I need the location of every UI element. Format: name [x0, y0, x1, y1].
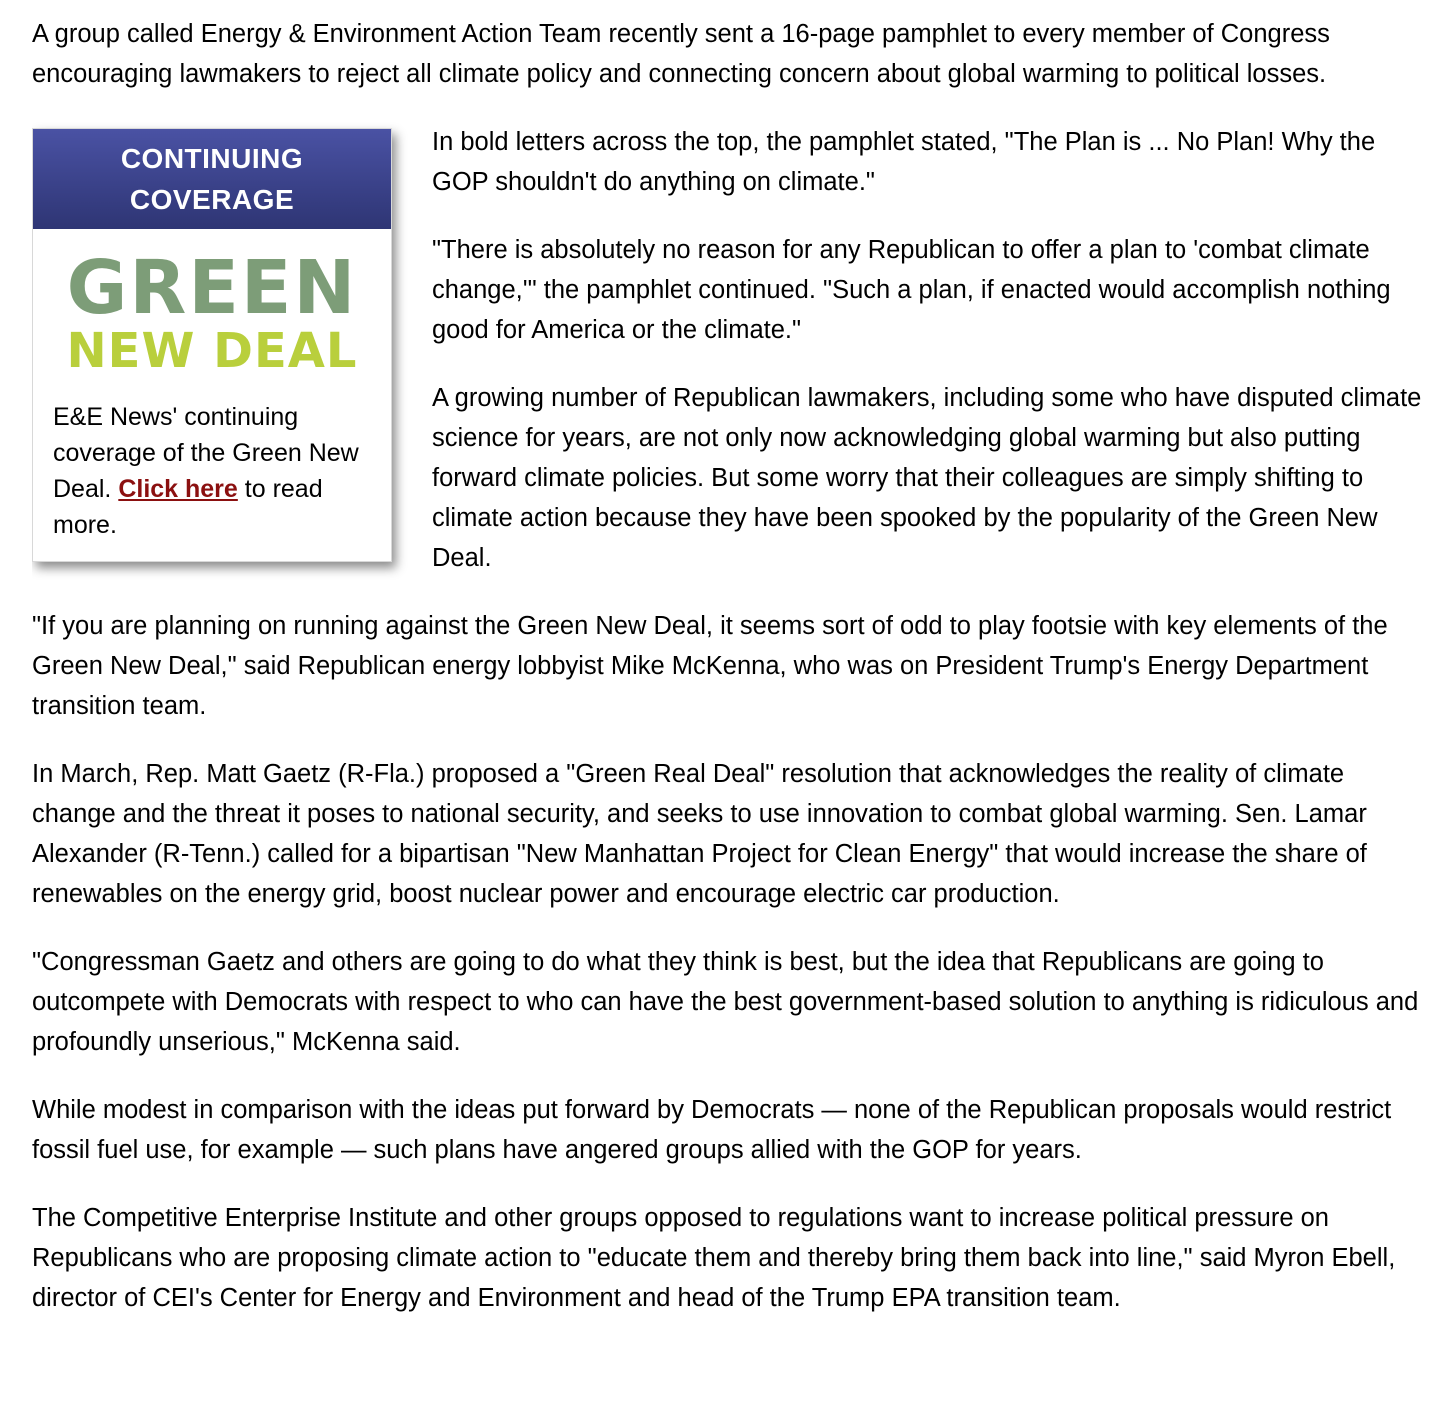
click-here-link[interactable]: Click here — [118, 475, 238, 503]
box-header-line2: COVERAGE — [129, 184, 295, 215]
body-paragraph-1: "If you are planning on running against the Green New Deal, it seems sort of odd to play footsie with key elements of the Green New Deal," said Republican energy lobbyist Mike McKenna, who was on President Trump's Energy Department transition team. — [32, 612, 1388, 720]
intro-paragraph: A group called Energy & Environment Action Team recently sent a 16-page pamphlet to every member of Congress encouraging lawmakers to reject all climate policy and connecting concern about global warming to political losses. — [32, 20, 1330, 88]
logo-new-deal-text: NEW DEAL — [66, 323, 358, 379]
sidebar-section — [32, 122, 1422, 606]
box-description — [33, 389, 391, 561]
green-new-deal-logo — [33, 229, 391, 389]
body-paragraph-5: The Competitive Enterprise Institute and other groups opposed to regulations want to increase political pressure on Republicans who are proposing climate action to "educate them and thereby bring them back into line," said Myron Ebell, director of CEI's Center for Energy and Environment and head of the Trump EPA transition team. — [32, 1204, 1396, 1312]
beside-paragraph-2: "There is absolutely no reason for any Republican to offer a plan to 'combat climate change,'" the pamphlet continued. "Such a plan, if enacted would accomplish nothing good for America or the climate." — [432, 236, 1391, 344]
box-header-line1: CONTINUING — [120, 143, 304, 174]
body-paragraph-2: In March, Rep. Matt Gaetz (R-Fla.) proposed a "Green Real Deal" resolution that acknowledges the reality of climate change and the threat it poses to national security, and seeks to use innovation to combat global warming. Sen. Lamar Alexander (R-Tenn.) called for a bipartisan "New Manhattan Project for Clean Energy" that would increase the share of renewables on the energy grid, boost nuclear power and encourage electric car production. — [32, 760, 1367, 908]
beside-paragraph-3: A growing number of Republican lawmakers, including some who have disputed climate science for years, are not only now acknowledging global warming but also putting forward climate policies. But some worry that their colleagues are simply shifting to climate action because they have been spooked by the popularity of the Green New Deal. — [432, 384, 1422, 572]
box-text-before: E&E News' continuing coverage of the Green New Deal. — [53, 403, 359, 503]
box-header — [33, 129, 391, 229]
logo-green-text: GREEN — [66, 245, 358, 331]
beside-paragraph-1: In bold letters across the top, the pamphlet stated, "The Plan is ... No Plan! Why the GOP shouldn't do anything on climate." — [432, 128, 1376, 196]
box-text-after: to read more. — [53, 475, 323, 539]
body-paragraph-4: While modest in comparison with the ideas put forward by Democrats — none of the Republican proposals would restrict fossil fuel use, for example — such plans have angered groups allied with the GOP for years. — [32, 1096, 1392, 1164]
continuing-coverage-box — [32, 128, 392, 562]
body-paragraph-3: "Congressman Gaetz and others are going to do what they think is best, but the idea that Republicans are going to outcompete with Democrats with respect to who can have the best government-based solution to anything is ridiculous and profoundly unserious," McKenna said. — [32, 948, 1419, 1056]
